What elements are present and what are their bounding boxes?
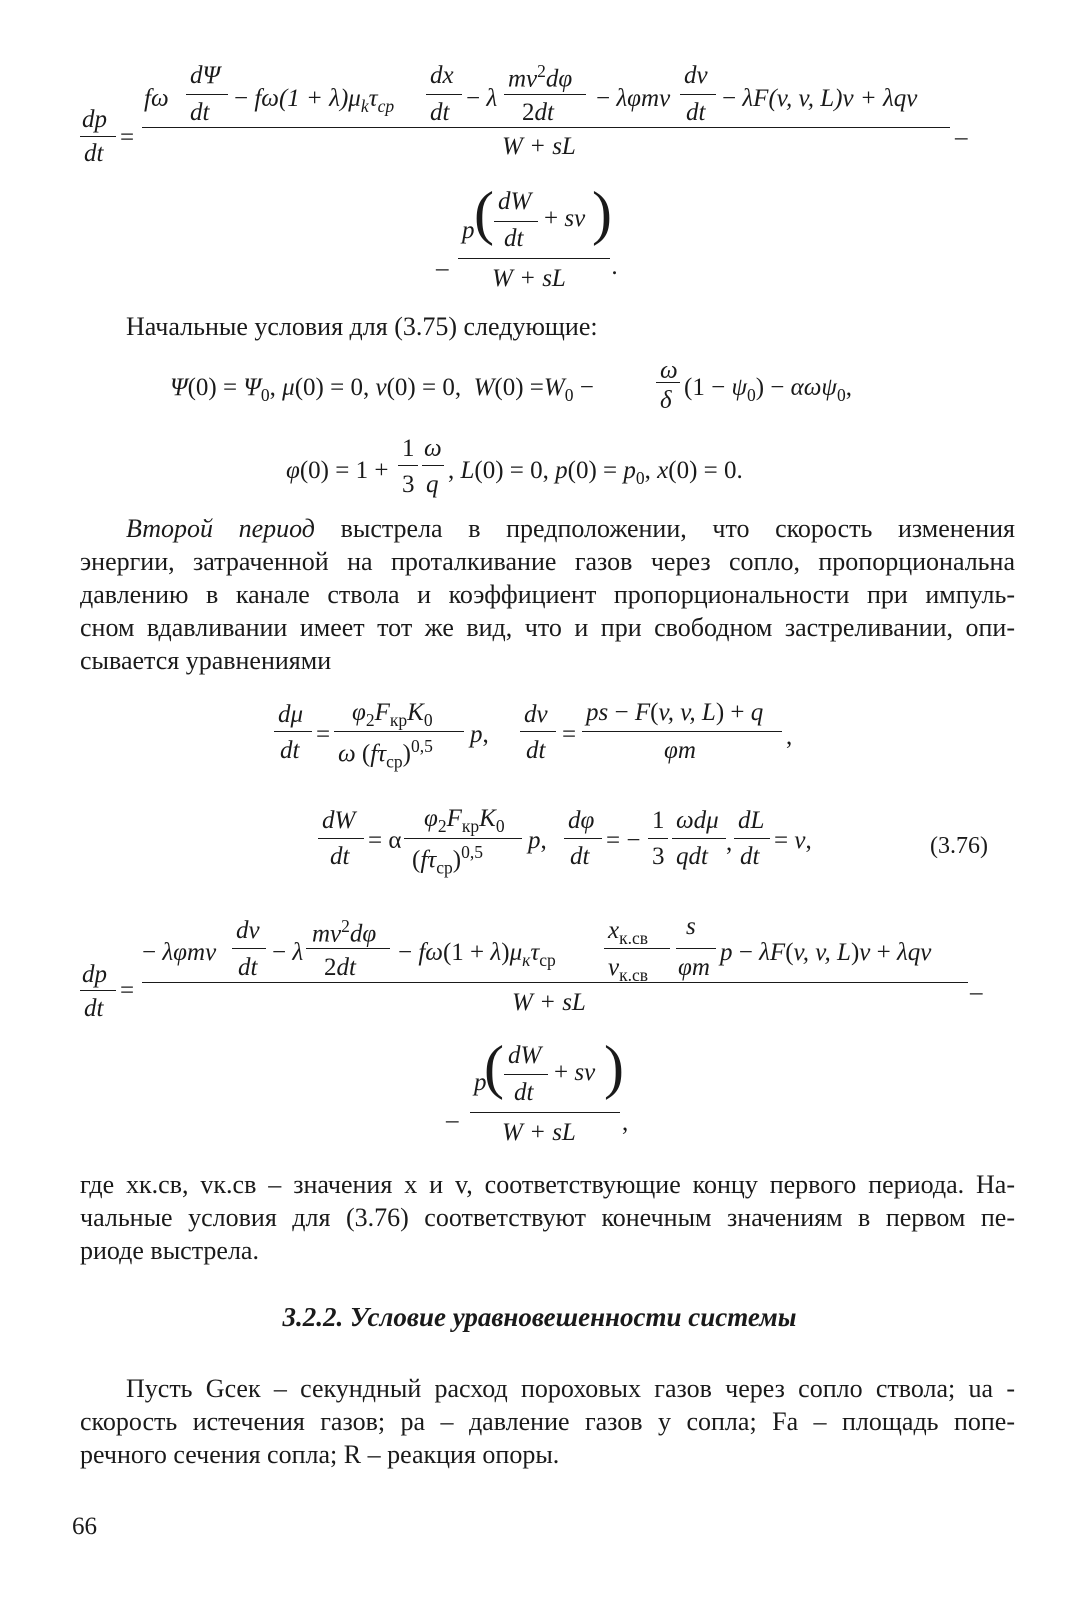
- final-paragraph: Пусть Gсек – секундный расход пороховых газов через сопло ствола; uа - скорость истечения газов; pа – давление газов у сопла; Fа – площадь попе- речного сечения сопла; R – реакция опоры.: [80, 1374, 1015, 1469]
- section-heading: 3.2.2. Условие уравновешенности системы: [282, 1302, 797, 1332]
- initial-conditions-intro: Начальные условия для (3.75) следующие:: [126, 312, 598, 341]
- document-page: dp dt = fω dΨ dt − $f\omega(1 + \lambda)\mu_k\tau_{cp}$ dx dt − λ $mv^2d\varphi$ 2dt − λφmv dv dt − λF(v, v, L)v + λqv W + sL – – p ( dW dt + sv ) . W + sL Начальные условия для (3.75) следующие: $\Psi(0) = \Psi_0$, μ(0) = 0, v(0) = 0, $W(0) =W_0$ − ω δ $(1 - \psi_0) - \alpha\omega\psi_0$, φ(0) = 1 + 1 3 ω q , L(0) = 0, $p(0) = p_0$, x(0) = 0. Второй период выстрела в предположении, что скорость изменения энергии, затраченной на проталкивание газов через сопло, пропорциональна давлению в канале ствола и коэффициент пропорциональности при импуль- сном вдавливании имеет тот же вид, что и при свободном застреливании, опи- сывается уравнениями dμ dt = $\varphi_2F_{кр}K_0$ ω $(f\tau_{cp})^{0,5}$ p, dv dt = ps − F(v, v, L) + q φm , dW dt = α $\varphi_2F_{кр}K_0$ $(f\tau_{cp})^{0,5}$ p, dφ dt = − 1 3 ωdμ qdt , dL dt = v, dp dt = − λφmv dv dt − λ $mv^2d\varphi$ 2dt − $f\omega(1 + \lambda)\mu_к\tau_{cp}$ $x_{к.св}$ $v_{к.св}$ s φm p − λF(v, v, L)v + λqv W + sL – – p ( dW dt + sv ) , W + sL (3.76) где xк.св, vк.св – значения x и v, соответствующие концу первого периода. На- чальные условия для (3.76) соответствуют конечным значениям в первом пе- риоде выстрела. 3.2.2. Условие уравновешенности системы Пусть Gсек – секундный расход пороховых газов через сопло ствола; uа - скорость истечения газов; pа – давление газов у сопла; Fа – площадь попе- речного сечения сопла; R – реакция опоры. 66: [0, 0, 1079, 1600]
- second-period-paragraph: Второй период выстрела в предположении, что скорость изменения энергии, затраченной на проталкивание газов через сопло, пропорциональна давлению в канале ствола и коэффициент пропорциональности при импуль- сном вдавливании имеет тот же вид, что и при свободном застреливании, опи- сывается уравнениями: [80, 514, 1016, 675]
- where-paragraph: где xк.св, vк.св – значения x и v, соответствующие концу первого периода. На- чальные условия для (3.76) соответствуют конечным значениям в первом пе- риоде выстрела.: [80, 1170, 1015, 1265]
- page-number: 66: [72, 1513, 97, 1540]
- equation-number: (3.76): [930, 833, 988, 859]
